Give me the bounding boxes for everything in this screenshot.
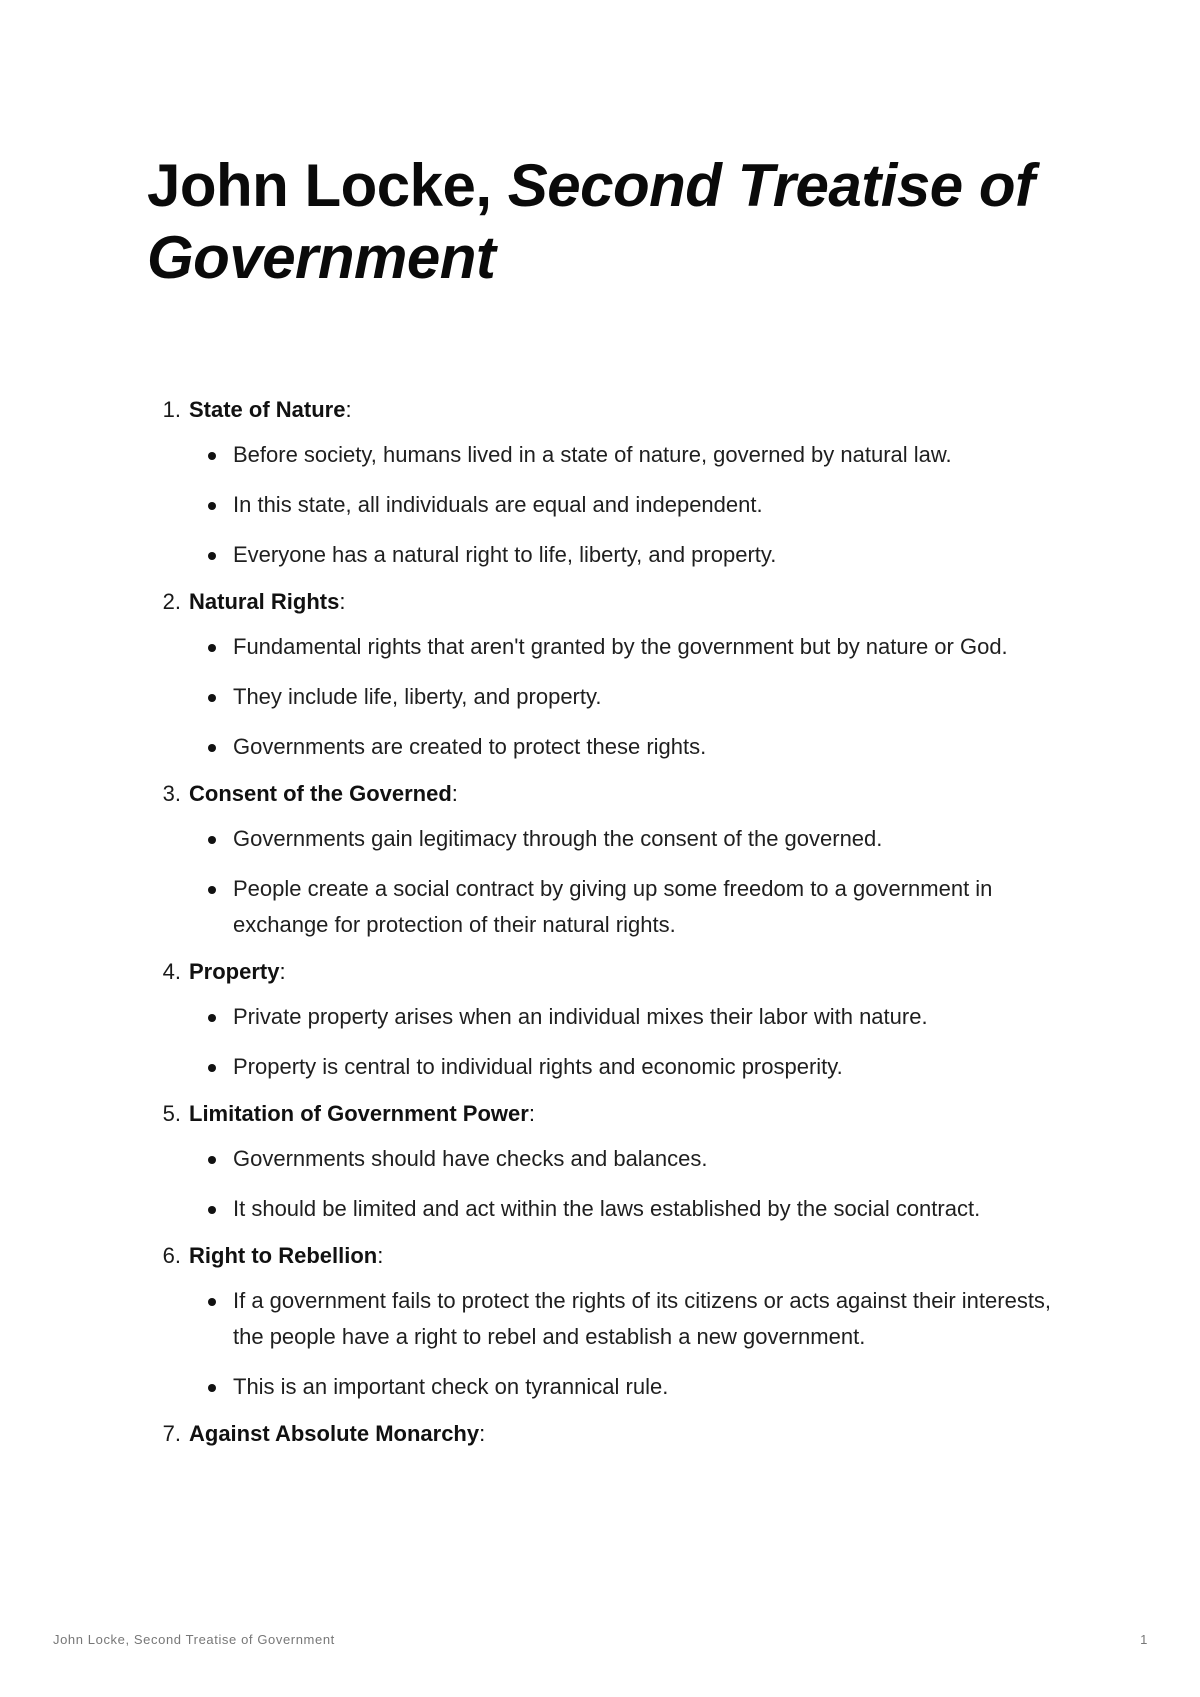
outline-section <box>147 395 1077 573</box>
section-number: 1. <box>162 397 181 422</box>
bullet-item: Fundamental rights that aren't granted by the government but by nature or God. <box>233 629 1077 665</box>
bullet-list <box>147 999 1077 1085</box>
bullet-list <box>147 629 1077 765</box>
bullet-list <box>147 821 1077 943</box>
bullet-item: Governments should have checks and balances. <box>233 1141 1077 1177</box>
section-term: Limitation of Government Power <box>189 1101 529 1126</box>
bullet-item: People create a social contract by giving up some freedom to a government in exchange for protection of their natural rights. <box>233 871 1077 943</box>
section-number: 6. <box>162 1243 181 1268</box>
bullet-item: Property is central to individual rights and economic prosperity. <box>233 1049 1077 1085</box>
section-term: State of Nature <box>189 397 346 422</box>
footer-title: John Locke, Second Treatise of Government <box>53 1632 335 1647</box>
page-number: 1 <box>1140 1632 1148 1647</box>
bullet-item: Governments gain legitimacy through the consent of the governed. <box>233 821 1077 857</box>
section-heading <box>147 1099 1077 1129</box>
bullet-item: Governments are created to protect these rights. <box>233 729 1077 765</box>
section-term: Against Absolute Monarchy <box>189 1421 480 1446</box>
section-colon: : <box>528 1101 535 1126</box>
section-colon: : <box>377 1243 384 1268</box>
bullet-item: It should be limited and act within the laws established by the social contract. <box>233 1191 1077 1227</box>
section-number: 2. <box>162 589 181 614</box>
section-colon: : <box>279 959 286 984</box>
section-term: Right to Rebellion <box>189 1243 378 1268</box>
section-number: 7. <box>162 1421 181 1446</box>
section-number: 3. <box>162 781 181 806</box>
outline-section <box>147 1241 1077 1405</box>
outline-section <box>147 779 1077 943</box>
outline-section <box>147 1419 1077 1449</box>
section-heading <box>147 587 1077 617</box>
outline-section <box>147 587 1077 765</box>
section-colon: : <box>339 589 346 614</box>
section-number: 4. <box>162 959 181 984</box>
section-term: Consent of the Governed <box>189 781 452 806</box>
bullet-item: Private property arises when an individual mixes their labor with nature. <box>233 999 1077 1035</box>
section-colon: : <box>451 781 458 806</box>
section-colon: : <box>345 397 352 422</box>
section-heading <box>147 395 1077 425</box>
section-term: Natural Rights <box>189 589 340 614</box>
bullet-item: They include life, liberty, and property. <box>233 679 1077 715</box>
page-footer <box>53 1632 1148 1652</box>
section-term: Property <box>189 959 280 984</box>
outline <box>147 395 1077 1461</box>
title-plain: John Locke, <box>147 152 508 219</box>
bullet-item: This is an important check on tyrannical rule. <box>233 1369 1077 1405</box>
section-heading <box>147 1419 1077 1449</box>
outline-section <box>147 957 1077 1085</box>
bullet-item: In this state, all individuals are equal and independent. <box>233 487 1077 523</box>
page-title <box>147 150 1077 294</box>
section-heading <box>147 779 1077 809</box>
section-heading <box>147 1241 1077 1271</box>
bullet-item: Everyone has a natural right to life, liberty, and property. <box>233 537 1077 573</box>
title-italic: Second Treatise of Government <box>147 152 1035 291</box>
bullet-list <box>147 1141 1077 1227</box>
bullet-list <box>147 1283 1077 1405</box>
bullet-item: Before society, humans lived in a state of nature, governed by natural law. <box>233 437 1077 473</box>
outline-section <box>147 1099 1077 1227</box>
bullet-item: If a government fails to protect the rights of its citizens or acts against their interests, the people have a right to rebel and establish a new government. <box>233 1283 1077 1355</box>
bullet-list <box>147 437 1077 573</box>
section-number: 5. <box>162 1101 181 1126</box>
section-colon: : <box>479 1421 486 1446</box>
section-heading <box>147 957 1077 987</box>
